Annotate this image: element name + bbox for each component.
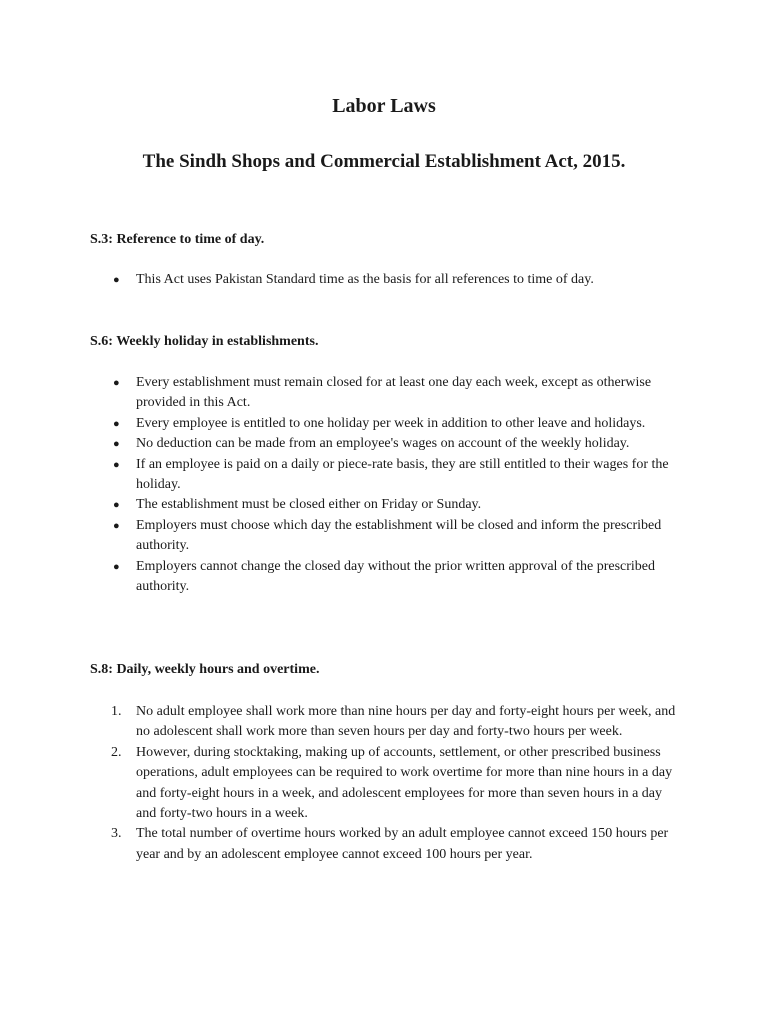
document-title: Labor Laws [332, 95, 436, 117]
section-heading-s6: S.6: Weekly holiday in establishments. [90, 334, 319, 349]
list-item [0, 702, 676, 743]
list-item-text: Employers cannot change the closed day without the prior written approval of the prescribed authority. [136, 558, 655, 595]
section-s8-list [0, 702, 768, 865]
bullet-marker: ● [113, 274, 120, 286]
list-item-text: The total number of overtime hours worked by an adult employee cannot exceed 150 hours per year and by an adolescent employee cannot exceed 100 hours per year. [136, 826, 669, 862]
bullet-marker: ● [113, 519, 120, 532]
document-subtitle: The Sindh Shops and Commercial Establishment Act, 2015. [142, 151, 626, 172]
list-item [0, 434, 676, 454]
section-s3-list [0, 270, 768, 290]
list-item [0, 495, 676, 515]
bullet-marker: ● [113, 560, 120, 573]
list-item [0, 455, 676, 496]
list-item [0, 557, 676, 598]
number-marker: 3. [111, 826, 122, 842]
section-s6-list [0, 373, 768, 597]
bullet-marker: ● [113, 458, 120, 471]
bullet-marker: ● [113, 499, 120, 512]
list-item-text: However, during stocktaking, making up of accounts, settlement, or other prescribed business operations, adult employees can be required to work overtime for more than nine hours in a day and forty-eight hours in a week, and adolescent employees for more than seven hours in a day and forty-two hours in a week. [136, 744, 673, 822]
list-item [0, 743, 676, 825]
list-item [0, 824, 676, 865]
number-marker: 2. [111, 744, 122, 760]
list-item [0, 270, 676, 290]
bullet-marker: ● [113, 377, 120, 389]
bullet-marker: ● [113, 438, 120, 451]
list-item-text: Every establishment must remain closed for at least one day each week, except as otherwise provided in this Act. [136, 375, 652, 411]
list-item [0, 414, 676, 434]
bullet-marker: ● [113, 417, 120, 430]
section-heading-s8: S.8: Daily, weekly hours and overtime. [90, 662, 320, 677]
list-item-text: Employers must choose which day the establishment will be closed and inform the prescribed authority. [136, 517, 662, 554]
list-item-text: This Act uses Pakistan Standard time as the basis for all references to time of day. [136, 272, 594, 287]
number-marker: 1. [111, 704, 122, 719]
list-item [0, 373, 676, 414]
list-item-text: No adult employee shall work more than nine hours per day and forty-eight hours per week, and no adolescent shall work more than seven hours per day and forty-two hours per week. [136, 704, 676, 740]
list-item-text: Every employee is entitled to one holiday per week in addition to other leave and holidays. [136, 415, 646, 431]
list-item-text: The establishment must be closed either on Friday or Sunday. [136, 497, 482, 513]
list-item-text: If an employee is paid on a daily or piece-rate basis, they are still entitled to their wages for the holiday. [136, 456, 669, 493]
list-item-text: No deduction can be made from an employee's wages on account of the weekly holiday. [136, 436, 630, 452]
list-item [0, 516, 676, 557]
section-heading-s3: S.3: Reference to time of day. [90, 232, 265, 247]
